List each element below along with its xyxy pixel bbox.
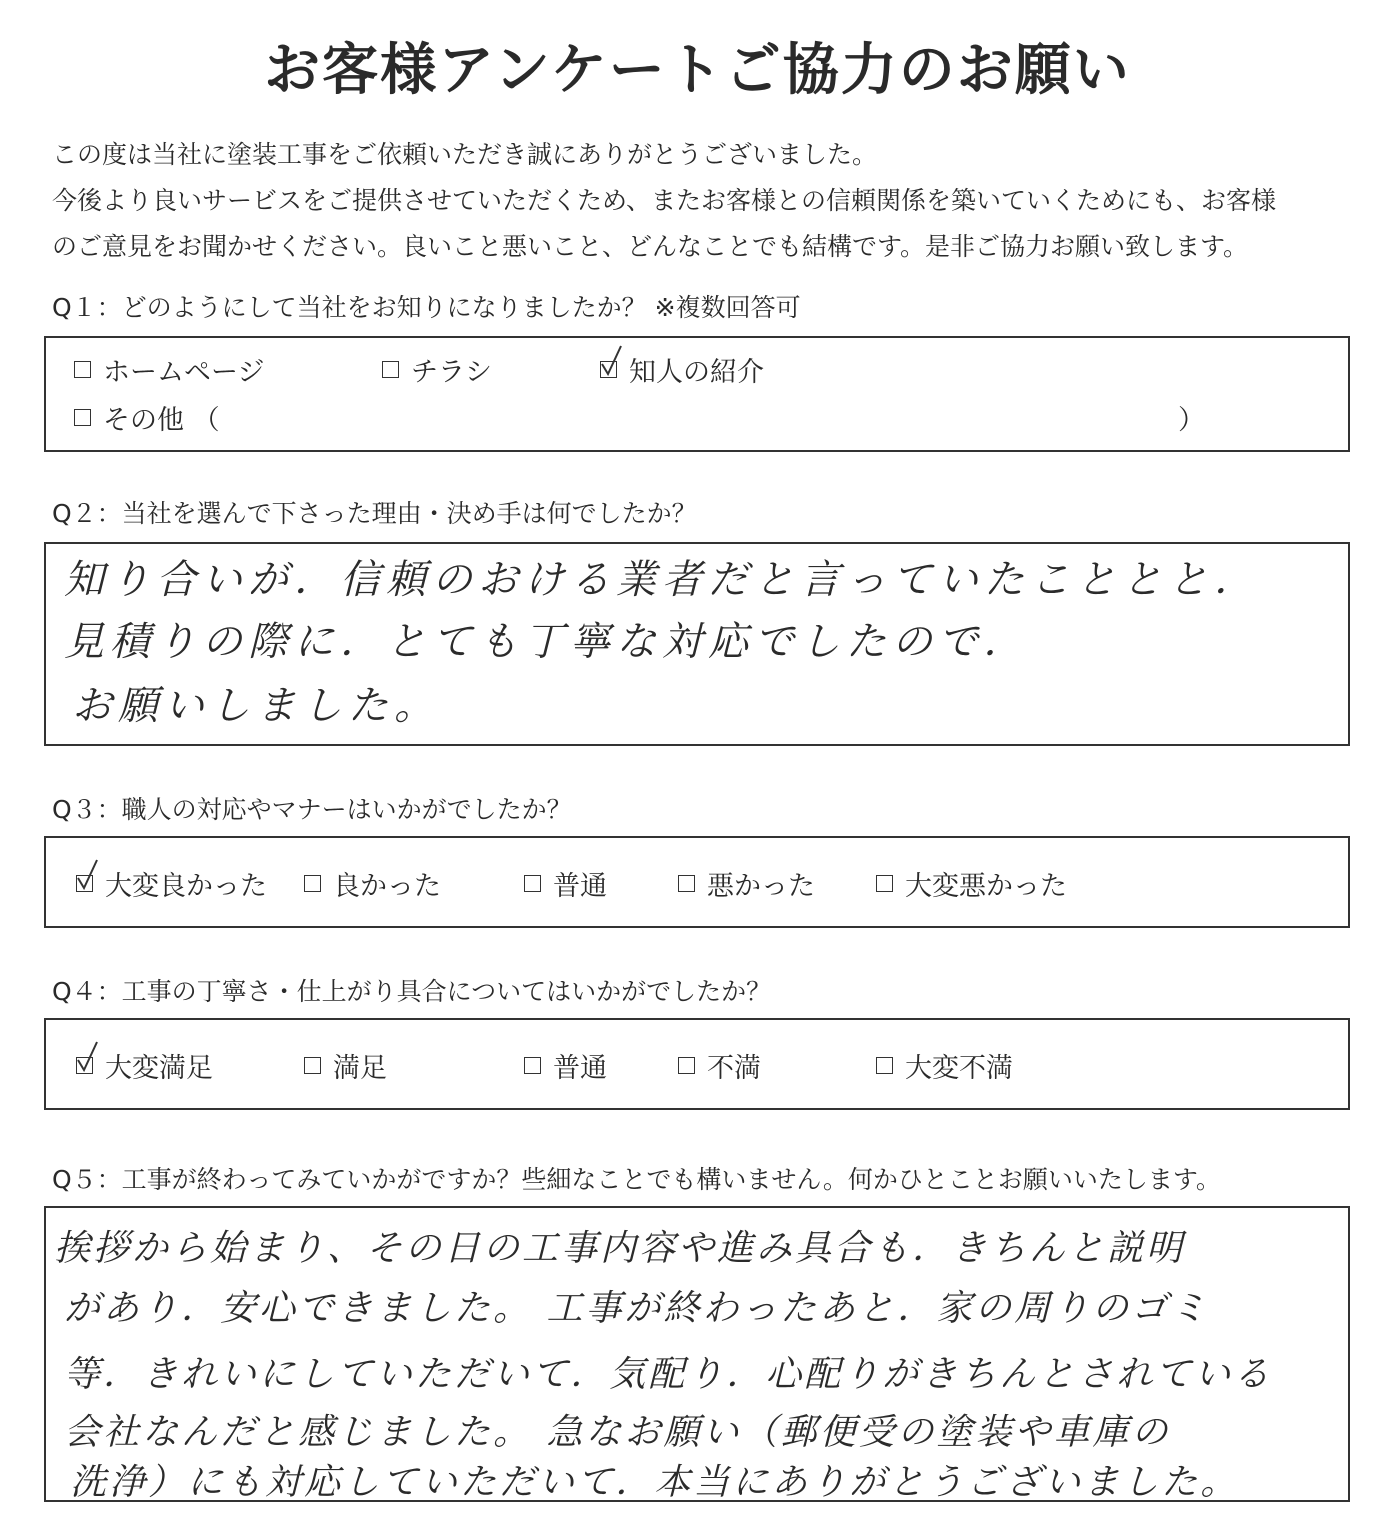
page-title: お客様アンケートご協力のお願い — [264, 38, 1131, 103]
checkbox-icon[interactable] — [876, 875, 893, 892]
checkbox-icon[interactable] — [304, 1057, 321, 1074]
q5-answer-line: 洗浄）にも対応していただいて．本当にありがとうございました。 — [70, 1462, 1240, 1503]
q1-answer-box — [44, 336, 1350, 452]
checkbox-icon[interactable] — [524, 1057, 541, 1074]
option-label: ホームページ — [103, 357, 265, 388]
checkmark-icon — [75, 1040, 103, 1074]
option-label: 普通 — [553, 1053, 607, 1084]
option-label: 良かった — [333, 871, 441, 902]
q5-answer-box — [44, 1206, 1350, 1502]
q5-answer-line: 等．きれいにしていただいて．気配り．心配りがきちんとされている — [64, 1354, 1273, 1395]
option-label: その他 （ — [103, 405, 220, 436]
option-label: 不満 — [707, 1053, 761, 1084]
option-label: 大変満足 — [105, 1053, 213, 1084]
q5-question: Q５：工事が終わってみていかがですか？些細なことでも構いません。何かひとことお願いいたします。 — [52, 1165, 1221, 1194]
option-label: 大変良かった — [105, 871, 267, 902]
q3-option-very-bad[interactable] — [876, 864, 1067, 903]
q5-answer-line: 挨拶から始まり、その日の工事内容や進み具合も．きちんと説明 — [54, 1228, 1186, 1269]
checkbox-icon[interactable] — [524, 875, 541, 892]
q2-answer-line: 見積りの際に．とても丁寧な対応でしたので． — [64, 619, 1030, 665]
checkbox-icon[interactable] — [304, 875, 321, 892]
checkbox-icon[interactable] — [74, 409, 91, 426]
q3-answer-box — [44, 836, 1350, 928]
option-label: 悪かった — [707, 871, 815, 902]
checkmark-icon — [599, 344, 627, 378]
q4-option-dissatisfied[interactable] — [678, 1046, 761, 1085]
checkbox-icon[interactable] — [678, 875, 695, 892]
q5-answer-line: 会社なんだと感じました。 急なお願い（郵便受の塗装や車庫の — [64, 1412, 1171, 1453]
checkbox-icon[interactable] — [382, 361, 399, 378]
q5-answer-line: があり．安心できました。 工事が終わったあと．家の周りのゴミ — [64, 1288, 1210, 1329]
q4-option-satisfied[interactable] — [304, 1046, 387, 1085]
option-label: 普通 — [553, 871, 607, 902]
q3-option-average[interactable] — [524, 864, 607, 903]
q3-option-bad[interactable] — [678, 864, 815, 903]
checkbox-checked-icon[interactable] — [76, 1057, 93, 1074]
intro-line: この度は当社に塗装工事をご依頼いただき誠にありがとうございました。 — [52, 140, 878, 169]
q3-question: Q３：職人の対応やマナーはいかがでしたか？ — [52, 795, 572, 824]
q3-option-good[interactable] — [304, 864, 441, 903]
q2-answer-box — [44, 542, 1350, 746]
intro-line: のご意見をお聞かせください。良いこと悪いこと、どんなことでも結構です。是非ご協力お願い致します。 — [52, 232, 1249, 261]
q1-option-other[interactable] — [74, 398, 220, 437]
q1-option-referral[interactable] — [600, 350, 764, 389]
intro-line: 今後より良いサービスをご提供させていただくため、またお客様との信頼関係を築いていくためにも、お客様 — [52, 186, 1277, 215]
q3-option-very-good[interactable] — [76, 864, 267, 903]
q4-option-average[interactable] — [524, 1046, 607, 1085]
checkbox-checked-icon[interactable] — [600, 361, 617, 378]
q2-answer-line: お願いしました。 — [72, 683, 440, 729]
q1-option-flyer[interactable] — [382, 350, 492, 389]
intro-text — [52, 132, 1352, 270]
q4-option-very-dissatisfied[interactable] — [876, 1046, 1013, 1085]
option-label: 満足 — [333, 1053, 387, 1084]
checkbox-icon[interactable] — [678, 1057, 695, 1074]
checkbox-icon[interactable] — [74, 361, 91, 378]
checkbox-checked-icon[interactable] — [76, 875, 93, 892]
q1-other-close-paren: ） — [1178, 405, 1205, 436]
q2-question: Q２：当社を選んで下さった理由・決め手は何でしたか？ — [52, 499, 697, 528]
checkbox-icon[interactable] — [876, 1057, 893, 1074]
q1-question: Q１：どのようにして当社をお知りになりましたか？ ※複数回答可 — [52, 293, 801, 322]
option-label: 大変不満 — [905, 1053, 1013, 1084]
q1-option-homepage[interactable] — [74, 350, 264, 389]
q4-answer-box — [44, 1018, 1350, 1110]
option-label: 大変悪かった — [905, 871, 1067, 902]
q4-option-very-satisfied[interactable] — [76, 1046, 213, 1085]
q2-answer-line: 知り合いが．信頼のおける業者だと言っていたこととと． — [64, 557, 1260, 603]
option-label: 知人の紹介 — [629, 357, 764, 388]
option-label: チラシ — [411, 357, 492, 388]
q4-question: Q４：工事の丁寧さ・仕上がり具合についてはいかがでしたか？ — [52, 977, 772, 1006]
checkmark-icon — [75, 858, 103, 892]
